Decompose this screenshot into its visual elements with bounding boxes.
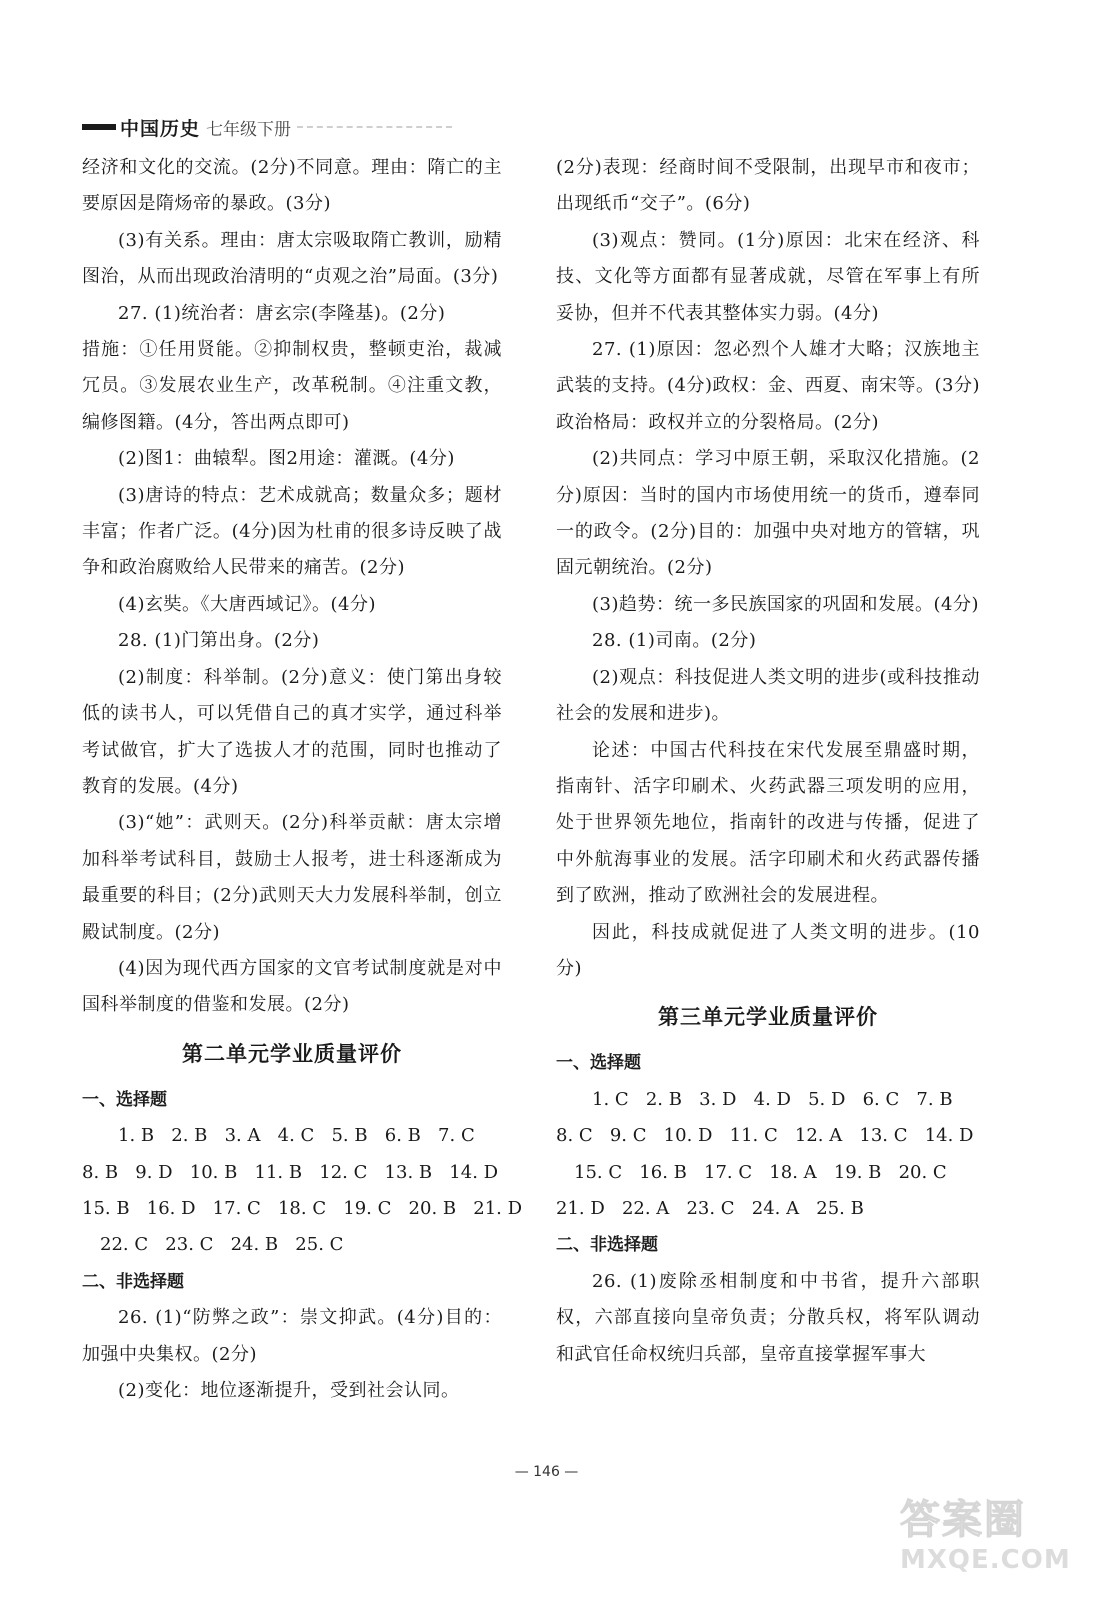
book-title: 中国历史 xyxy=(120,117,201,140)
answer-paragraph: 因此，科技成就促进了人类文明的进步。(10分) xyxy=(556,921,980,979)
answer-paragraph: (2)观点：科技促进人类文明的进步(或科技推动社会的发展和进步)。 xyxy=(556,666,980,725)
question-type-label: 一、选择题 xyxy=(556,1053,641,1074)
section-title: 第三单元学业质量评价 xyxy=(658,1004,878,1030)
answer-paragraph: (3)有关系。理由：唐太宗吸取隋亡教训，励精图治，从而出现政治清明的“贞观之治”局面。(3分) xyxy=(82,229,502,288)
answer-paragraph: (2分)表现：经商时间不受限制，出现早市和夜市；出现纸币“交子”。(6分) xyxy=(556,157,980,215)
header-rule xyxy=(297,126,452,128)
answer-paragraph: 28. (1)门第出身。(2分) xyxy=(118,630,320,652)
answer-paragraph: (2)制度：科举制。(2分)意义：使门第出身较低的读书人，可以凭借自己的真才实学，通过科举考试做官，扩大了选拔人才的范围，同时也推动了教育的发展。(4分) xyxy=(82,666,502,797)
answer-paragraph: (4)因为现代西方国家的文官考试制度就是对中国科举制度的借鉴和发展。(2分) xyxy=(82,957,502,1016)
answer-paragraph: 26. (1)废除丞相制度和中书省，提升六部职权，六部直接向皇帝负责；分散兵权，将军队调动和武官任命权统归兵部，皇帝直接掌握军事大 xyxy=(556,1270,980,1365)
choice-answer-row: 1. B 2. B 3. A 4. C 5. B 6. B 7. C xyxy=(118,1125,475,1147)
choice-answer-row: 15. B 16. D 17. C 18. C 19. C 20. B 21. D xyxy=(82,1197,523,1219)
question-type-label: 二、非选择题 xyxy=(556,1235,658,1256)
answer-paragraph: (3)唐诗的特点：艺术成就高；数量众多；题材丰富；作者广泛。(4分)因为杜甫的很多诗反映了战争和政治腐败给人民带来的痛苦。(2分) xyxy=(82,484,502,579)
choice-answer-row: 22. C 23. C 24. B 25. C xyxy=(100,1234,344,1256)
answer-paragraph: 28. (1)司南。(2分) xyxy=(592,630,757,652)
header-bar xyxy=(82,124,116,130)
answer-paragraph: (3)趋势：统一多民族国家的巩固和发展。(4分) xyxy=(592,593,979,615)
answer-paragraph: (3)观点：赞同。(1分)原因：北宋在经济、科技、文化等方面都有显著成就，尽管在军事上有所妥协，但并不代表其整体实力弱。(4分) xyxy=(556,229,980,324)
watermark xyxy=(900,1488,1080,1592)
answer-paragraph: 26. (1)“防弊之政”：崇文抑武。(4分)目的：加强中央集权。(2分) xyxy=(82,1307,502,1365)
watermark-logo: 答案圈 xyxy=(900,1497,1026,1543)
answer-paragraph: (4)玄奘。《大唐西域记》。(4分) xyxy=(118,593,376,615)
answer-paragraph: 经济和文化的交流。(2分)不同意。理由：隋亡的主要原因是隋炀帝的暴政。(3分) xyxy=(82,157,502,215)
choice-answer-row: 8. C 9. C 10. D 11. C 12. A 13. C 14. D xyxy=(556,1125,974,1147)
right-column xyxy=(556,150,980,1373)
page-number: — 146 — xyxy=(514,1464,579,1480)
watermark-url: MXQE.COM xyxy=(900,1545,1071,1575)
page-header xyxy=(82,112,452,142)
answer-paragraph: 措施：①任用贤能。②抑制权贵，整顿吏治，裁减冗员。③发展农业生产，改革税制。④注重文教，编修图籍。(4分，答出两点即可) xyxy=(82,339,502,433)
book-subtitle: 七年级下册 xyxy=(206,119,292,140)
answer-paragraph: 27. (1)原因：忽必烈个人雄才大略；汉族地主武装的支持。(4分)政权：金、西夏、南宋等。(3分)政治格局：政权并立的分裂格局。(2分) xyxy=(556,339,980,433)
answer-paragraph: (2)图1：曲辕犁。图2用途：灌溉。(4分) xyxy=(118,448,455,470)
question-type-label: 一、选择题 xyxy=(82,1089,167,1110)
answer-paragraph: 27. (1)统治者：唐玄宗(李隆基)。(2分) xyxy=(118,302,446,324)
answer-paragraph: (2)变化：地位逐渐提升，受到社会认同。 xyxy=(118,1380,460,1401)
choice-answer-row: 15. C 16. B 17. C 18. A 19. B 20. C xyxy=(574,1161,947,1183)
answer-paragraph: 论述：中国古代科技在宋代发展至鼎盛时期，指南针、活字印刷术、火药武器三项发明的应用，处于世界领先地位，指南针的改进与传播，促进了中外航海事业的发展。活字印刷术和火药武器传播到了欧洲，推动了欧洲社会的发展进程。 xyxy=(556,739,980,907)
choice-answer-row: 21. D 22. A 23. C 24. A 25. B xyxy=(556,1197,864,1219)
section-title: 第二单元学业质量评价 xyxy=(182,1040,402,1066)
choice-answer-row: 1. C 2. B 3. D 4. D 5. D 6. C 7. B xyxy=(592,1088,953,1110)
choice-answer-row: 8. B 9. D 10. B 11. B 12. C 13. B 14. D xyxy=(82,1161,499,1183)
question-type-label: 二、非选择题 xyxy=(82,1271,184,1292)
answer-paragraph: (2)共同点：学习中原王朝，采取汉化措施。(2分)原因：当时的国内市场使用统一的货币，遵奉同一的政令。(2分)目的：加强中央对地方的管辖，巩固元朝统治。(2分) xyxy=(556,448,980,579)
answer-paragraph: (3)“她”：武则天。(2分)科举贡献：唐太宗增加科举考试科目，鼓励士人报考，进士科逐渐成为最重要的科目；(2分)武则天大力发展科举制，创立殿试制度。(2分) xyxy=(82,812,502,943)
left-column xyxy=(82,150,523,1409)
